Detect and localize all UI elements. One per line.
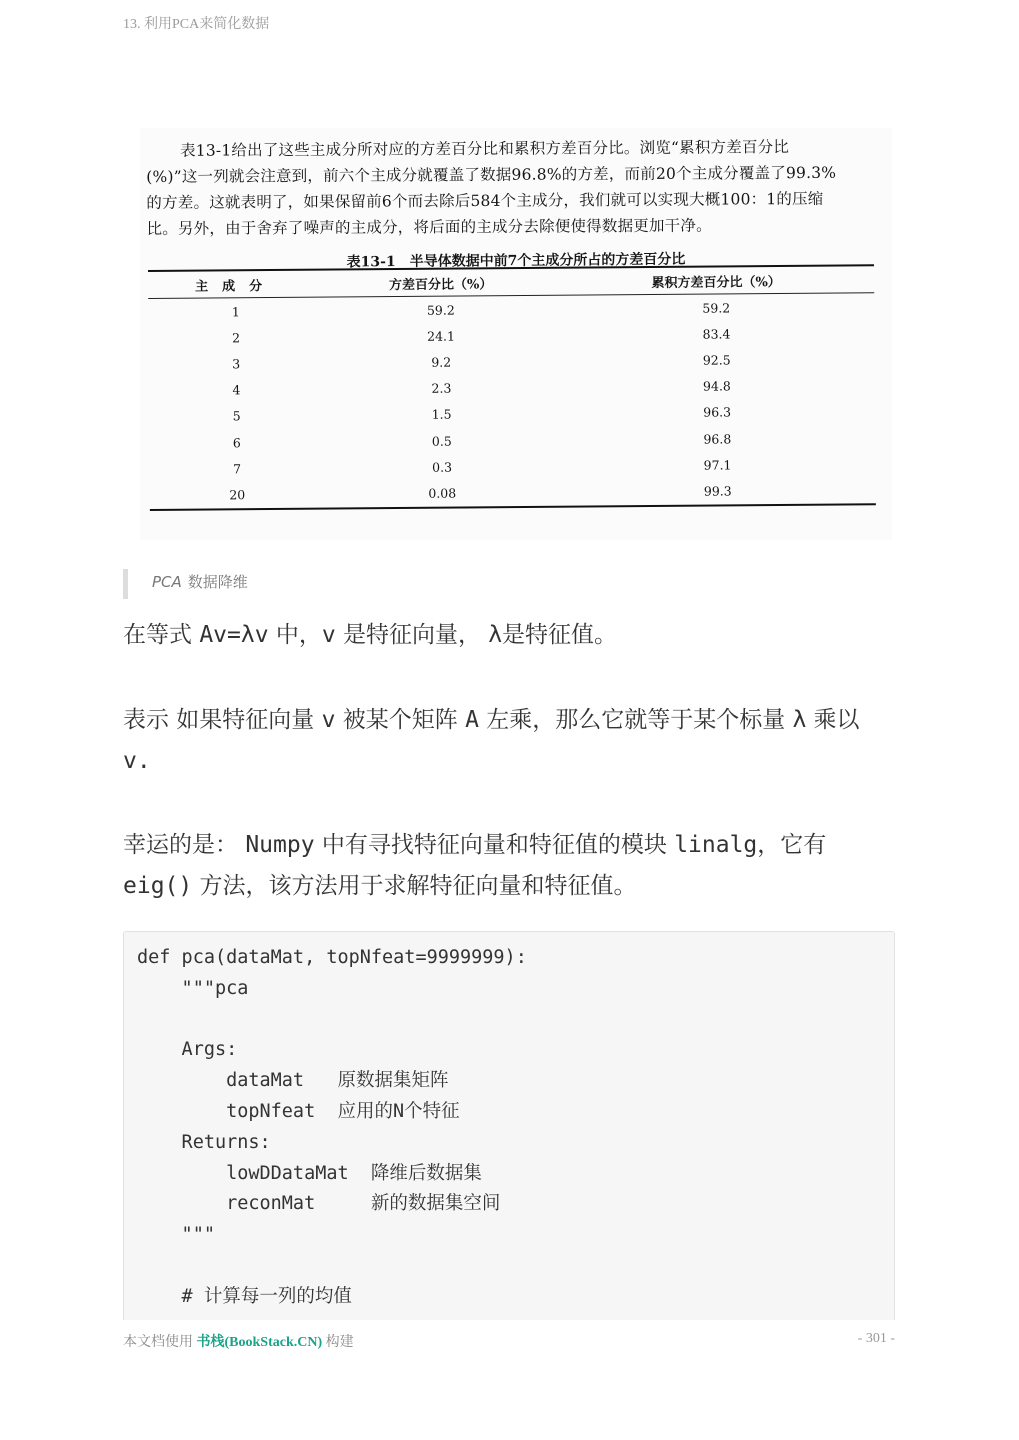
chapter-header: 13. 利用PCA来简化数据 bbox=[123, 17, 270, 32]
table-cell: 83.4 bbox=[702, 326, 731, 342]
text: ，它有 bbox=[757, 832, 827, 858]
table-cell: 6 bbox=[232, 434, 241, 450]
bookstack-link[interactable]: 书栈(BookStack.CN) bbox=[196, 1335, 323, 1350]
table-cell: 94.8 bbox=[702, 378, 731, 394]
table-cell: 0.5 bbox=[431, 433, 452, 449]
scanned-book-image bbox=[140, 128, 892, 540]
scanned-line: 比。另外，由于舍弃了噪声的主成分，将后面的主成分去除便使得数据更加干净。 bbox=[146, 216, 712, 238]
code-line: Returns: bbox=[137, 1131, 271, 1153]
text: 是特征向量， λ是特征值。 bbox=[335, 622, 617, 648]
table-cell: 3 bbox=[232, 356, 241, 372]
table-cell: 1.5 bbox=[431, 406, 452, 423]
text: 左乘，那么它就等于某个标量 λ 乘以 bbox=[478, 707, 860, 733]
code-line bbox=[137, 1251, 881, 1282]
scanned-paragraph bbox=[146, 133, 887, 242]
scanned-line: (%)”这一列就会注意到，前六个主成分就覆盖了数据96.8%的方差，而前20个主成分覆盖了99.3% bbox=[146, 163, 837, 186]
text: 方法，该方法用于求解特征向量和特征值。 bbox=[192, 873, 637, 899]
scanned-line: 表13-1给出了这些主成分所对应的方差百分比和累积方差百分比。浏览“累积方差百分比 bbox=[180, 138, 790, 160]
text: 中有寻找特征向量和特征值的模块 bbox=[314, 832, 675, 858]
table-cell: 96.3 bbox=[703, 404, 732, 420]
text: 表示 如果特征向量 bbox=[123, 707, 322, 733]
inline-code: Av=λv bbox=[199, 622, 269, 648]
table-cell: 7 bbox=[233, 460, 242, 477]
scanned-line: 的方差。这就表明了，如果保留前6个而去除后584个主成分，我们就可以实现大概100：1的压缩 bbox=[146, 189, 824, 212]
inline-code: linalg bbox=[674, 832, 758, 858]
code-block[interactable] bbox=[123, 931, 895, 1320]
inline-code: Numpy bbox=[245, 832, 315, 858]
inline-code: v bbox=[321, 707, 336, 733]
table-cell: 4 bbox=[232, 382, 241, 398]
table-cell: 20 bbox=[229, 487, 246, 503]
text: 被某个矩阵 bbox=[335, 707, 466, 733]
inline-code: v. bbox=[123, 748, 151, 774]
code-content bbox=[124, 932, 894, 1320]
paragraph-eigen-equation bbox=[123, 615, 883, 656]
text: 中， bbox=[268, 622, 322, 648]
table-cell: 2 bbox=[231, 330, 241, 346]
table-cell: 59.2 bbox=[702, 300, 731, 316]
blockquote-text: 数据降维 bbox=[187, 573, 248, 591]
inline-code: v bbox=[321, 622, 336, 648]
inline-code: A bbox=[465, 707, 479, 733]
table-header-cell: 主成分 bbox=[195, 278, 277, 295]
blockquote-emphasis: PCA bbox=[152, 573, 182, 591]
table-cell: 5 bbox=[232, 408, 241, 424]
paragraph-numpy-linalg bbox=[123, 825, 883, 907]
table-cell: 9.2 bbox=[431, 354, 452, 370]
footer-text: 构建 bbox=[322, 1335, 354, 1350]
text: 在等式 bbox=[123, 622, 200, 648]
text: 幸运的是： bbox=[123, 832, 246, 858]
table-header-cell: 方差百分比（%） bbox=[388, 276, 493, 293]
table-cell: 96.8 bbox=[703, 430, 732, 447]
table-cell: 0.08 bbox=[428, 485, 457, 501]
code-line bbox=[137, 1005, 881, 1036]
page-number: - 301 - bbox=[857, 1331, 895, 1346]
table-cell: 0.3 bbox=[432, 459, 453, 475]
footer-credit bbox=[123, 1331, 354, 1351]
paragraph-eigen-meaning bbox=[123, 700, 883, 782]
code-line: dataMat 原数据集矩阵 bbox=[137, 1070, 449, 1092]
table-cell: 1 bbox=[231, 303, 240, 319]
variance-table bbox=[148, 264, 876, 510]
inline-code: eig() bbox=[123, 873, 193, 899]
table-caption: 表13-1 半导体数据中前7个主成分所占的方差百分比 bbox=[346, 251, 686, 271]
table-cell: 99.3 bbox=[703, 483, 732, 499]
blockquote bbox=[123, 569, 248, 599]
code-line: """pca bbox=[137, 977, 249, 999]
table-cell: 59.2 bbox=[426, 302, 455, 318]
code-line: """ bbox=[137, 1224, 215, 1246]
table-cell: 2.3 bbox=[431, 380, 452, 396]
code-line: # 计算每一列的均值 bbox=[137, 1285, 352, 1307]
table-cell: 92.5 bbox=[702, 352, 731, 368]
table-header-cell: 累积方差百分比（%） bbox=[651, 274, 781, 291]
code-line: def pca(dataMat, topNfeat=9999999): bbox=[137, 947, 527, 968]
footer-text: 本文档使用 bbox=[123, 1335, 197, 1350]
code-line: lowDDataMat 降维后数据集 bbox=[137, 1162, 482, 1184]
code-line: reconMat 新的数据集空间 bbox=[137, 1193, 501, 1215]
table-cell: 97.1 bbox=[703, 457, 732, 473]
code-line: topNfeat 应用的N个特征 bbox=[137, 1100, 460, 1122]
table-cell: 24.1 bbox=[427, 328, 456, 344]
code-line: Args: bbox=[137, 1039, 238, 1061]
